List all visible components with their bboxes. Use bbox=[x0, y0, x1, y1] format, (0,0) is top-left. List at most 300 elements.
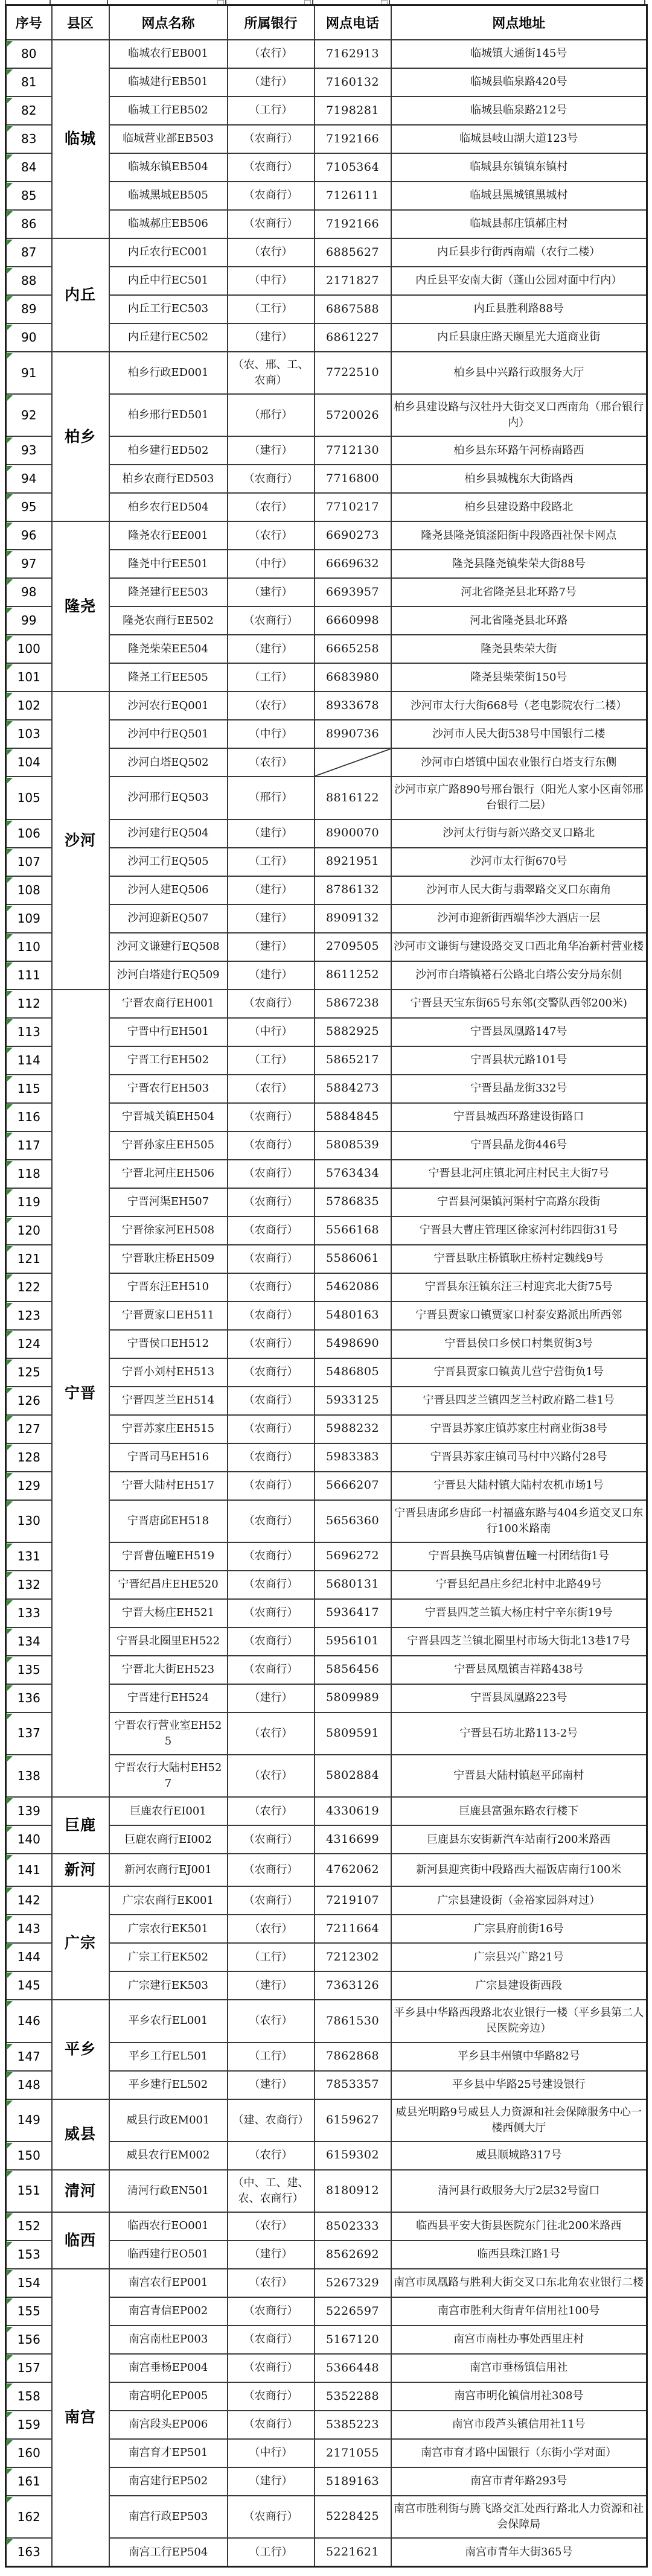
cell-address: 宁晋县大陆村镇大陆村农机市场1号 bbox=[391, 1472, 647, 1500]
cell-address: 平乡县丰州镇中华路82号 bbox=[391, 2043, 647, 2071]
cell-phone: 5189163 bbox=[315, 2467, 391, 2496]
cell-bank: （农商行） bbox=[228, 1103, 315, 1131]
cell-serial: 107 bbox=[6, 848, 52, 876]
cell-serial: 135 bbox=[6, 1656, 52, 1684]
cell-serial: 157 bbox=[6, 2354, 52, 2382]
cell-serial: 155 bbox=[6, 2297, 52, 2326]
cell-serial: 94 bbox=[6, 465, 52, 493]
cell-bank: （农商行） bbox=[228, 1542, 315, 1571]
cell-name: 平乡农行EL001 bbox=[109, 2000, 228, 2042]
excel-corner-marker-icon bbox=[7, 1544, 13, 1549]
cell-address: 南宫市南杜办事处西里庄村 bbox=[391, 2326, 647, 2354]
cell-phone: 5656360 bbox=[315, 1500, 391, 1542]
cell-serial: 138 bbox=[6, 1755, 52, 1797]
cell-name: 隆尧建行EE503 bbox=[109, 578, 228, 606]
table-row bbox=[6, 2212, 647, 2240]
excel-corner-marker-icon bbox=[7, 693, 13, 698]
cell-bank: （工行） bbox=[228, 97, 315, 125]
cell-name: 南宫工行EP504 bbox=[109, 2538, 228, 2567]
cell-phone: 5480163 bbox=[315, 1302, 391, 1330]
cell-phone: 5808539 bbox=[315, 1131, 391, 1160]
cell-address: 平乡县中华路西段路北农业银行一楼（平乡县第二人民医院旁边） bbox=[391, 2000, 647, 2042]
cell-address: 临城镇大通街145号 bbox=[391, 40, 647, 68]
cell-name: 临城黑城EB505 bbox=[109, 182, 228, 210]
cell-bank: （农、邢、工、农商） bbox=[228, 352, 315, 394]
cell-bank: （农商行） bbox=[228, 2326, 315, 2354]
cell-serial: 80 bbox=[6, 40, 52, 68]
cell-bank: （建行） bbox=[228, 635, 315, 663]
cell-bank: （农商行） bbox=[228, 1160, 315, 1188]
cell-address: 临城县东镇镇东镇村 bbox=[391, 153, 647, 182]
cell-bank: （中行） bbox=[228, 2439, 315, 2467]
excel-corner-marker-icon bbox=[7, 211, 13, 217]
cell-name: 柏乡农行ED504 bbox=[109, 493, 228, 521]
excel-corner-marker-icon bbox=[7, 523, 13, 528]
excel-corner-marker-icon bbox=[7, 466, 13, 471]
cell-bank: （建行） bbox=[228, 1684, 315, 1713]
excel-corner-marker-icon bbox=[7, 494, 13, 500]
excel-corner-marker-icon bbox=[7, 1973, 13, 1978]
cell-address: 宁晋县贾家口镇黄儿营宁营街负1号 bbox=[391, 1358, 647, 1387]
cell-name: 宁晋县北圈里EH522 bbox=[109, 1627, 228, 1656]
cell-bank: （农商行） bbox=[228, 1500, 315, 1542]
cell-address: 隆尧县隆尧镇滏阳街中段路西社保卡网点 bbox=[391, 521, 647, 550]
cell-address: 巨鹿县富强东路农行楼下 bbox=[391, 1797, 647, 1825]
excel-corner-marker-icon bbox=[7, 877, 13, 883]
cell-phone: 7722510 bbox=[315, 352, 391, 394]
cell-serial: 132 bbox=[6, 1571, 52, 1599]
excel-corner-marker-icon bbox=[7, 2270, 13, 2275]
cell-address: 威县光明路9号威县人力资源和社会保障服务中心一楼西侧大厅 bbox=[391, 2099, 647, 2142]
header-county: 县区 bbox=[52, 5, 109, 40]
cell-name: 威县农行EM002 bbox=[109, 2142, 228, 2170]
cell-serial: 141 bbox=[6, 1854, 52, 1886]
table-row bbox=[6, 352, 647, 394]
cell-serial: 81 bbox=[6, 68, 52, 97]
cell-address: 宁晋县贾家口镇贾家口村泰安路派出所西邻 bbox=[391, 1302, 647, 1330]
cell-phone: 5666207 bbox=[315, 1472, 391, 1500]
cell-bank: （农行） bbox=[228, 1713, 315, 1755]
cell-bank: （农行） bbox=[228, 1755, 315, 1797]
cell-bank: （建行） bbox=[228, 436, 315, 465]
cell-bank: （建行） bbox=[228, 2467, 315, 2496]
cell-fragment bbox=[304, 0, 311, 4]
cell-bank: （农行） bbox=[228, 692, 315, 720]
cell-phone: 5486805 bbox=[315, 1358, 391, 1387]
cell-serial: 98 bbox=[6, 578, 52, 606]
cell-bank: （农商行） bbox=[228, 1599, 315, 1627]
cell-serial: 108 bbox=[6, 876, 52, 905]
cell-serial: 115 bbox=[6, 1075, 52, 1103]
cell-serial: 128 bbox=[6, 1443, 52, 1472]
cell-bank: （农行） bbox=[228, 521, 315, 550]
cell-phone: 5802884 bbox=[315, 1755, 391, 1797]
cell-serial: 143 bbox=[6, 1915, 52, 1943]
cell-serial: 112 bbox=[6, 990, 52, 1018]
cell-phone: 7862868 bbox=[315, 2043, 391, 2071]
cell-name: 平乡工行EL501 bbox=[109, 2043, 228, 2071]
excel-corner-marker-icon bbox=[7, 1189, 13, 1195]
cell-address: 隆尧县隆尧镇柴荣大街88号 bbox=[391, 550, 647, 578]
cell-phone: 8180912 bbox=[315, 2170, 391, 2212]
cell-phone: 7861530 bbox=[315, 2000, 391, 2042]
excel-corner-marker-icon bbox=[7, 1714, 13, 1719]
cell-phone: 8502333 bbox=[315, 2212, 391, 2240]
cell-phone: 7212302 bbox=[315, 1943, 391, 1971]
cell-serial: 136 bbox=[6, 1684, 52, 1713]
cell-address: 宁晋县纪昌庄乡纪北村中北路49号 bbox=[391, 1571, 647, 1599]
cell-name: 沙河白塔EQ502 bbox=[109, 748, 228, 777]
excel-corner-marker-icon bbox=[7, 268, 13, 273]
cell-address: 临城县黑城镇黑城村 bbox=[391, 182, 647, 210]
cell-phone: 6159627 bbox=[315, 2099, 391, 2142]
cell-phone: 7716800 bbox=[315, 465, 391, 493]
cell-serial: 95 bbox=[6, 493, 52, 521]
table-row bbox=[6, 990, 647, 1018]
cell-address: 宁晋县四芝兰镇大杨庄村宁辛东街19号 bbox=[391, 1599, 647, 1627]
cell-phone: 5936417 bbox=[315, 1599, 391, 1627]
cell-serial: 119 bbox=[6, 1188, 52, 1216]
cell-name: 沙河人建EQ506 bbox=[109, 876, 228, 905]
cell-address: 广宗县建设街（金裕家园斜对过） bbox=[391, 1886, 647, 1915]
cell-name: 沙河文谦建行EQ508 bbox=[109, 933, 228, 961]
cell-address: 南宫市育才路中国银行（东街小学对面） bbox=[391, 2439, 647, 2467]
excel-corner-marker-icon bbox=[7, 296, 13, 302]
cell-address: 临城县临泉路212号 bbox=[391, 97, 647, 125]
cell-bank: （农商行） bbox=[228, 1854, 315, 1886]
cell-bank: （农商行） bbox=[228, 465, 315, 493]
excel-corner-marker-icon bbox=[7, 1501, 13, 1507]
cell-bank: （建行） bbox=[228, 876, 315, 905]
cell-phone: 5226597 bbox=[315, 2297, 391, 2326]
cell-address: 南宫市段芦头镇信用社11号 bbox=[391, 2411, 647, 2439]
table-row bbox=[6, 2269, 647, 2297]
cell-name: 沙河迎新EQ507 bbox=[109, 905, 228, 933]
cell-address: 宁晋县侯口乡侯口村集贸街3号 bbox=[391, 1330, 647, 1358]
cell-address: 沙河市太行大街668号（老电影院农行二楼） bbox=[391, 692, 647, 720]
cell-address: 南宫市明化镇信用社308号 bbox=[391, 2382, 647, 2411]
cell-name: 临城建行EB501 bbox=[109, 68, 228, 97]
cell-county: 临西 bbox=[52, 2212, 109, 2269]
cell-name: 宁晋唐邱EH518 bbox=[109, 1500, 228, 1542]
cell-serial: 153 bbox=[6, 2240, 52, 2269]
header-bank: 所属银行 bbox=[228, 5, 315, 40]
excel-corner-marker-icon bbox=[7, 1331, 13, 1337]
cell-phone: 5167120 bbox=[315, 2326, 391, 2354]
cell-bank: （工行） bbox=[228, 848, 315, 876]
excel-corner-marker-icon bbox=[7, 2242, 13, 2247]
cell-serial: 151 bbox=[6, 2170, 52, 2212]
cell-bank: （农商行） bbox=[228, 125, 315, 153]
cell-address: 宁晋县凤凰路147号 bbox=[391, 1018, 647, 1046]
cell-serial: 140 bbox=[6, 1825, 52, 1854]
cell-address: 内丘县平安南大街（蓬山公园对面中行内） bbox=[391, 267, 647, 295]
cell-name: 沙河农行EQ001 bbox=[109, 692, 228, 720]
excel-corner-marker-icon bbox=[7, 1798, 13, 1804]
cell-serial: 82 bbox=[6, 97, 52, 125]
cell-bank: （农商行） bbox=[228, 153, 315, 182]
cell-phone: 5228425 bbox=[315, 2496, 391, 2538]
cell-name: 宁晋东汪EH510 bbox=[109, 1273, 228, 1302]
cell-serial: 150 bbox=[6, 2142, 52, 2170]
cell-phone: 5933125 bbox=[315, 1387, 391, 1415]
cell-bank: （中、工、建、农、农商行） bbox=[228, 2170, 315, 2212]
header-name: 网点名称 bbox=[109, 5, 228, 40]
cell-address: 宁晋县唐邱乡唐邱一村福盛东路与404乡道交叉口东行100米路南 bbox=[391, 1500, 647, 1542]
excel-corner-marker-icon bbox=[7, 1916, 13, 1921]
excel-corner-marker-icon bbox=[7, 2072, 13, 2078]
cell-phone: 5267329 bbox=[315, 2269, 391, 2297]
cell-address: 柏乡县建设路与汉牡丹大街交叉口西南角（邢台银行内） bbox=[391, 394, 647, 436]
cell-name: 巨鹿农行EI001 bbox=[109, 1797, 228, 1825]
table-row bbox=[6, 521, 647, 550]
cell-name: 巨鹿农商行EI002 bbox=[109, 1825, 228, 1854]
cell-serial: 154 bbox=[6, 2269, 52, 2297]
cell-name: 宁晋小刘村EH513 bbox=[109, 1358, 228, 1387]
excel-corner-marker-icon bbox=[7, 2469, 13, 2474]
cell-address: 柏乡县中兴路行政服务大厅 bbox=[391, 352, 647, 394]
cell-serial: 123 bbox=[6, 1302, 52, 1330]
excel-corner-marker-icon bbox=[7, 395, 13, 401]
cell-name: 宁晋大杨庄EH521 bbox=[109, 1599, 228, 1627]
cell-phone: 4330619 bbox=[315, 1797, 391, 1825]
table-row bbox=[6, 692, 647, 720]
cell-phone: 7712130 bbox=[315, 436, 391, 465]
cell-serial: 105 bbox=[6, 777, 52, 819]
table-row bbox=[6, 1797, 647, 1825]
cell-bank: （农行） bbox=[228, 2142, 315, 2170]
excel-corner-marker-icon bbox=[7, 2101, 13, 2106]
cell-name: 平乡建行EL502 bbox=[109, 2071, 228, 2099]
cell-phone: 5983383 bbox=[315, 1443, 391, 1472]
cell-serial: 84 bbox=[6, 153, 52, 182]
cell-address: 沙河市迎新街西端华沙大酒店一层 bbox=[391, 905, 647, 933]
excel-corner-marker-icon bbox=[7, 2539, 13, 2545]
cell-name: 内丘中行EC501 bbox=[109, 267, 228, 295]
cell-serial: 126 bbox=[6, 1387, 52, 1415]
cell-bank: （农商行） bbox=[228, 1415, 315, 1443]
cell-phone: 5884845 bbox=[315, 1103, 391, 1131]
cell-name: 南宫垂杨EP004 bbox=[109, 2354, 228, 2382]
cell-serial: 85 bbox=[6, 182, 52, 210]
cell-name: 宁晋徐家河EH508 bbox=[109, 1216, 228, 1245]
cell-serial: 91 bbox=[6, 352, 52, 394]
branch-table bbox=[5, 4, 648, 2568]
cell-bank: （建行） bbox=[228, 905, 315, 933]
cell-bank: （农商行） bbox=[228, 2496, 315, 2538]
cell-bank: （中行） bbox=[228, 1018, 315, 1046]
cell-serial: 106 bbox=[6, 819, 52, 848]
cell-bank: （农行） bbox=[228, 493, 315, 521]
cell-phone: 5586061 bbox=[315, 1245, 391, 1273]
cell-address: 内丘县康庄路天颐星光大道商业街 bbox=[391, 323, 647, 352]
cell-phone: 4762062 bbox=[315, 1854, 391, 1886]
cell-name: 威县行政EM001 bbox=[109, 2099, 228, 2142]
cell-serial: 93 bbox=[6, 436, 52, 465]
cell-name: 南宫南杜EP003 bbox=[109, 2326, 228, 2354]
cell-bank: （农商行） bbox=[228, 1472, 315, 1500]
cell-serial: 89 bbox=[6, 295, 52, 323]
cell-name: 宁晋四芝兰EH514 bbox=[109, 1387, 228, 1415]
cell-address: 宁晋县四芝兰镇四芝兰村政府路二巷1号 bbox=[391, 1387, 647, 1415]
cell-bank: （农商行） bbox=[228, 182, 315, 210]
cell-name: 广宗工行EK502 bbox=[109, 1943, 228, 1971]
cell-phone: 8816122 bbox=[315, 777, 391, 819]
cell-county: 沙河 bbox=[52, 692, 109, 989]
cell-address: 南宫市胜利大街青年信用社100号 bbox=[391, 2297, 647, 2326]
cell-serial: 158 bbox=[6, 2382, 52, 2411]
cell-bank: （农商行） bbox=[228, 2411, 315, 2439]
excel-corner-marker-icon bbox=[7, 1218, 13, 1223]
cell-address: 宁晋县河渠镇河渠村宁高路东段街 bbox=[391, 1188, 647, 1216]
cell-address: 内丘县胜利路88号 bbox=[391, 295, 647, 323]
cell-serial: 87 bbox=[6, 238, 52, 267]
cell-serial: 133 bbox=[6, 1599, 52, 1627]
excel-corner-marker-icon bbox=[7, 821, 13, 826]
cell-serial: 111 bbox=[6, 961, 52, 990]
cell-name: 南宫青信EP002 bbox=[109, 2297, 228, 2326]
cell-phone: 7853357 bbox=[315, 2071, 391, 2099]
cell-bank: （农行） bbox=[228, 1915, 315, 1943]
cell-bank: （农商行） bbox=[228, 990, 315, 1018]
cell-bank: （邢行） bbox=[228, 777, 315, 819]
cell-name: 广宗建行EK503 bbox=[109, 1971, 228, 2000]
cell-bank: （工行） bbox=[228, 663, 315, 692]
table-header-row bbox=[6, 5, 647, 40]
cell-bank: （农商行） bbox=[228, 1330, 315, 1358]
cell-phone: 5882925 bbox=[315, 1018, 391, 1046]
cell-phone: 6867588 bbox=[315, 295, 391, 323]
cell-phone: 5352288 bbox=[315, 2382, 391, 2411]
cell-address: 沙河市文谦街与建设路交叉口西北角华冶新村营业楼 bbox=[391, 933, 647, 961]
cell-serial: 100 bbox=[6, 635, 52, 663]
cell-name: 内丘农行EC001 bbox=[109, 238, 228, 267]
cell-bank: （建行） bbox=[228, 2071, 315, 2099]
table-row bbox=[6, 1886, 647, 1915]
cell-phone: 6861227 bbox=[315, 323, 391, 352]
cell-phone: 5809591 bbox=[315, 1713, 391, 1755]
cell-phone: 5865217 bbox=[315, 1046, 391, 1075]
cell-county: 平乡 bbox=[52, 2000, 109, 2099]
excel-corner-marker-icon bbox=[7, 1360, 13, 1365]
excel-corner-marker-icon bbox=[7, 849, 13, 854]
cell-address: 宁晋县东汪镇东汪三村迎宾北大街75号 bbox=[391, 1273, 647, 1302]
cell-name: 临城东镇EB504 bbox=[109, 153, 228, 182]
cell-phone: 7198281 bbox=[315, 97, 391, 125]
excel-corner-marker-icon bbox=[7, 1629, 13, 1634]
cell-address: 宁晋县凤凰镇吉祥路438号 bbox=[391, 1656, 647, 1684]
cell-bank: （农商行） bbox=[228, 606, 315, 635]
cell-name: 临城营业部EB503 bbox=[109, 125, 228, 153]
cell-address: 威县顺城路317号 bbox=[391, 2142, 647, 2170]
cell-county: 临城 bbox=[52, 40, 109, 238]
cell-bank: （农商行） bbox=[228, 2382, 315, 2411]
cell-serial: 83 bbox=[6, 125, 52, 153]
cell-phone: 5856456 bbox=[315, 1656, 391, 1684]
cell-address: 宁晋县四芝兰镇北圈里村市场大街北13巷17号 bbox=[391, 1627, 647, 1656]
cell-address: 南宫市胜利街与腾飞路交汇处西行路北人力资源和社会保障局 bbox=[391, 2496, 647, 2538]
cell-bank: （农商行） bbox=[228, 1627, 315, 1656]
cell-address: 宁晋县苏家庄镇苏家庄村商业街38号 bbox=[391, 1415, 647, 1443]
table-row bbox=[6, 40, 647, 68]
cell-address: 宁晋县换马店镇曹伍疃一村团结街1号 bbox=[391, 1542, 647, 1571]
cell-name: 宁晋农行大陆村EH527 bbox=[109, 1755, 228, 1797]
cell-serial: 147 bbox=[6, 2043, 52, 2071]
cell-bank: （农商行） bbox=[228, 2297, 315, 2326]
cell-serial: 104 bbox=[6, 748, 52, 777]
cell-bank: （农商行） bbox=[228, 1571, 315, 1599]
cell-name: 宁晋纪昌庄EHE520 bbox=[109, 1571, 228, 1599]
cell-serial: 114 bbox=[6, 1046, 52, 1075]
cell-bank: （农商行） bbox=[228, 1273, 315, 1302]
cell-serial: 148 bbox=[6, 2071, 52, 2099]
cell-address: 南宫市青年路293号 bbox=[391, 2467, 647, 2496]
cell-bank: （农商行） bbox=[228, 1443, 315, 1472]
cell-bank: （工行） bbox=[228, 1943, 315, 1971]
excel-corner-marker-icon bbox=[7, 437, 13, 443]
excel-corner-marker-icon bbox=[7, 934, 13, 940]
cell-phone: 8921951 bbox=[315, 848, 391, 876]
cell-phone: 7211664 bbox=[315, 1915, 391, 1943]
cell-phone: 5221621 bbox=[315, 2538, 391, 2567]
cell-address: 南宫市垂杨镇信用社 bbox=[391, 2354, 647, 2382]
table-row bbox=[6, 2099, 647, 2142]
cell-phone: 8562692 bbox=[315, 2240, 391, 2269]
cell-county: 新河 bbox=[52, 1854, 109, 1886]
cell-serial: 97 bbox=[6, 550, 52, 578]
cell-phone: 8909132 bbox=[315, 905, 391, 933]
cell-address: 巨鹿县东安街新汽车站南行200米路西 bbox=[391, 1825, 647, 1854]
cell-bank: （中行） bbox=[228, 550, 315, 578]
cell-bank: （农商行） bbox=[228, 1245, 315, 1273]
cell-address: 广宗县兴广路21号 bbox=[391, 1943, 647, 1971]
cell-name: 南宫育才EP501 bbox=[109, 2439, 228, 2467]
cell-bank: （建行） bbox=[228, 578, 315, 606]
cell-phone: 7192166 bbox=[315, 125, 391, 153]
cell-county: 广宗 bbox=[52, 1886, 109, 2000]
excel-corner-marker-icon bbox=[7, 551, 13, 556]
cell-name: 沙河建行EQ504 bbox=[109, 819, 228, 848]
excel-corner-marker-icon bbox=[7, 1944, 13, 1950]
cell-bank: （工行） bbox=[228, 2043, 315, 2071]
cell-phone: 7160132 bbox=[315, 68, 391, 97]
excel-corner-marker-icon bbox=[7, 1685, 13, 1691]
excel-corner-marker-icon bbox=[7, 2143, 13, 2148]
cell-address: 宁晋县天宝东街65号东邻(交警队西邻200米) bbox=[391, 990, 647, 1018]
cell-name: 临城工行EB502 bbox=[109, 97, 228, 125]
cell-bank: （农商行） bbox=[228, 1886, 315, 1915]
cell-serial: 96 bbox=[6, 521, 52, 550]
cell-address: 宁晋县凤凰路223号 bbox=[391, 1684, 647, 1713]
cell-address: 内丘县步行街西南端（农行二楼） bbox=[391, 238, 647, 267]
cell-phone: 6690273 bbox=[315, 521, 391, 550]
table-row bbox=[6, 2170, 647, 2212]
cell-bank: （农行） bbox=[228, 2000, 315, 2042]
excel-corner-marker-icon bbox=[7, 778, 13, 783]
cell-phone bbox=[315, 748, 391, 777]
cell-phone: 4316699 bbox=[315, 1825, 391, 1854]
cell-name: 隆尧柴荣EE504 bbox=[109, 635, 228, 663]
excel-corner-marker-icon bbox=[7, 126, 13, 132]
excel-corner-marker-icon bbox=[7, 1048, 13, 1053]
cell-serial: 120 bbox=[6, 1216, 52, 1245]
cell-phone: 6665258 bbox=[315, 635, 391, 663]
excel-corner-marker-icon bbox=[7, 1274, 13, 1280]
excel-corner-marker-icon bbox=[7, 1657, 13, 1662]
cell-phone: 8611252 bbox=[315, 961, 391, 990]
cell-phone: 6683980 bbox=[315, 663, 391, 692]
cell-name: 宁晋贾家口EH511 bbox=[109, 1302, 228, 1330]
